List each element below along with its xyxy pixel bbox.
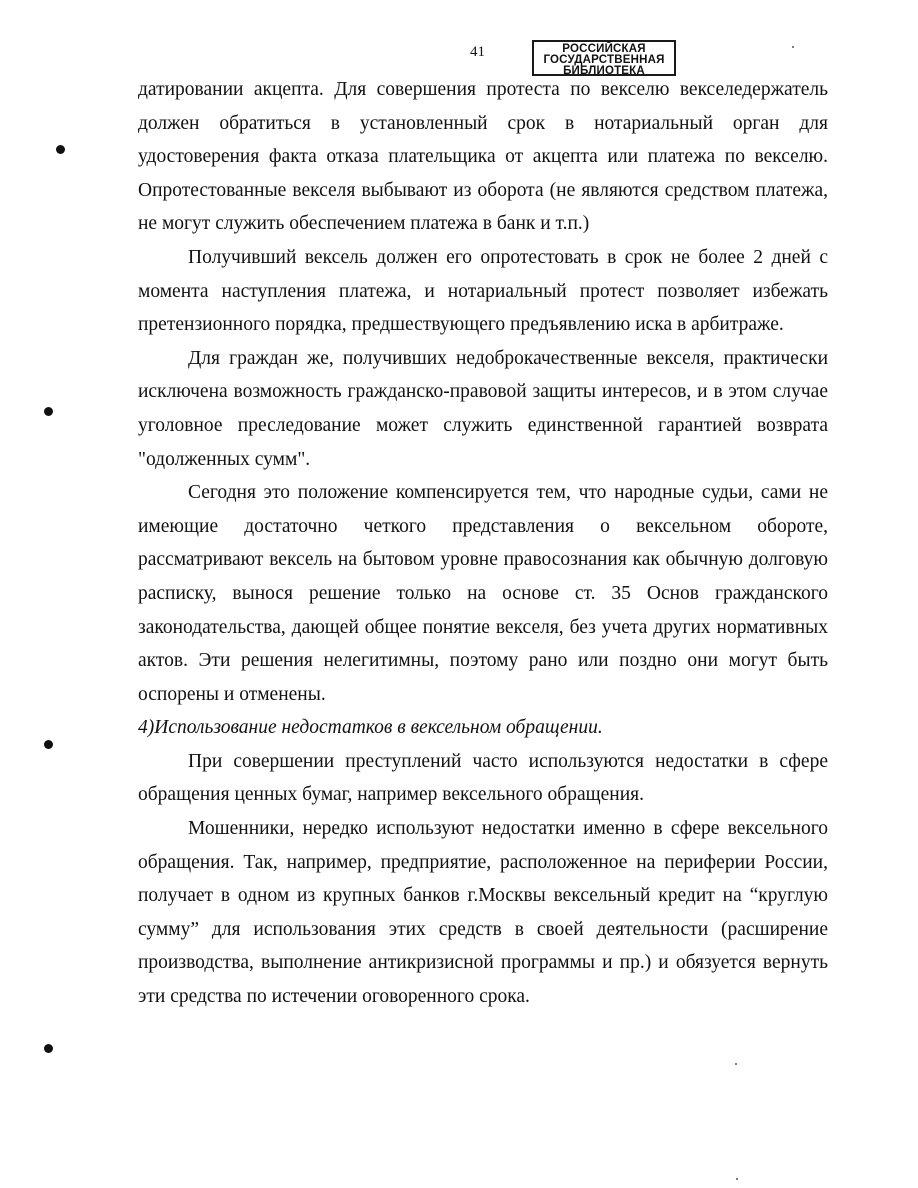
document-body bbox=[138, 73, 828, 1014]
paragraph-judges: Сегодня это положение компенсируется тем, что народные судьи, сами не имеющие достаточно четкого представления о вексельном обороте, рассматривают вексель на бытовом уровне правосознания как обычную долговую расписку, вынося решение только на основе ст. 35 Основ гражданского законодательства, дающей общее понятие векселя, без учета других нормативных актов. Эти решения нелегитимны, поэтому рано или поздно они могут быть оспорены и отменены. bbox=[138, 482, 828, 705]
paragraph-protest-term: Получивший вексель должен его опротестовать в срок не более 2 дней с момента наступления платежа, и нотариальный протест позволяет избежать претензионного порядка, предшествующего предъявлению иска в арбитраже. bbox=[138, 246, 828, 336]
page-number: 41 bbox=[470, 44, 485, 60]
punch-hole-mark bbox=[44, 740, 53, 749]
scan-speck bbox=[735, 1063, 737, 1065]
stamp-line-1: РОССИЙСКАЯ bbox=[562, 43, 646, 55]
section-heading: 4)Использование недостатков в вексельном обращении. bbox=[138, 717, 603, 739]
paragraph-citizens-protection: Для граждан же, получивших недоброкачественные векселя, практически исключена возможность гражданско-правовой защиты интересов, и в этом случае уголовное преследование может служить единственной гарантией возврата "одолженных сумм". bbox=[138, 347, 828, 470]
library-stamp bbox=[532, 40, 676, 76]
scan-speck bbox=[792, 46, 794, 48]
paragraph-fraudsters: Мошенники, нередко используют недостатки именно в сфере вексельного обращения. Так, например, предприятие, расположенное на периферии России, получает в одном из крупных банков г.Москвы вексельный кредит на “круглую сумму” для использования этих средств в своей деятельности (расширение производства, выполнение антикризисной программы и пр.) и обязуется вернуть эти средства по истечении оговоренного срока. bbox=[138, 818, 828, 1008]
scan-speck bbox=[736, 1178, 738, 1180]
punch-hole-mark bbox=[56, 145, 65, 154]
punch-hole-mark bbox=[44, 407, 53, 416]
paragraph-protest-continuation: датировании акцепта. Для совершения протеста по векселю векселедержатель должен обратиться в установленный срок в нотариальный орган для удостоверения факта отказа плательщика от акцепта или платежа по векселю. Опротестованные векселя выбывают из оборота (не являются средством платежа, не могут служить обеспечением платежа в банк и т.п.) bbox=[138, 79, 828, 235]
punch-hole-mark bbox=[44, 1044, 53, 1053]
stamp-line-3: БИБЛИОТЕКА bbox=[563, 65, 645, 77]
stamp-line-2: ГОСУДАРСТВЕННАЯ bbox=[543, 54, 665, 66]
paragraph-circulation-flaws: При совершении преступлений часто используются недостатки в сфере обращения ценных бумаг, например вексельного обращения. bbox=[138, 750, 828, 806]
